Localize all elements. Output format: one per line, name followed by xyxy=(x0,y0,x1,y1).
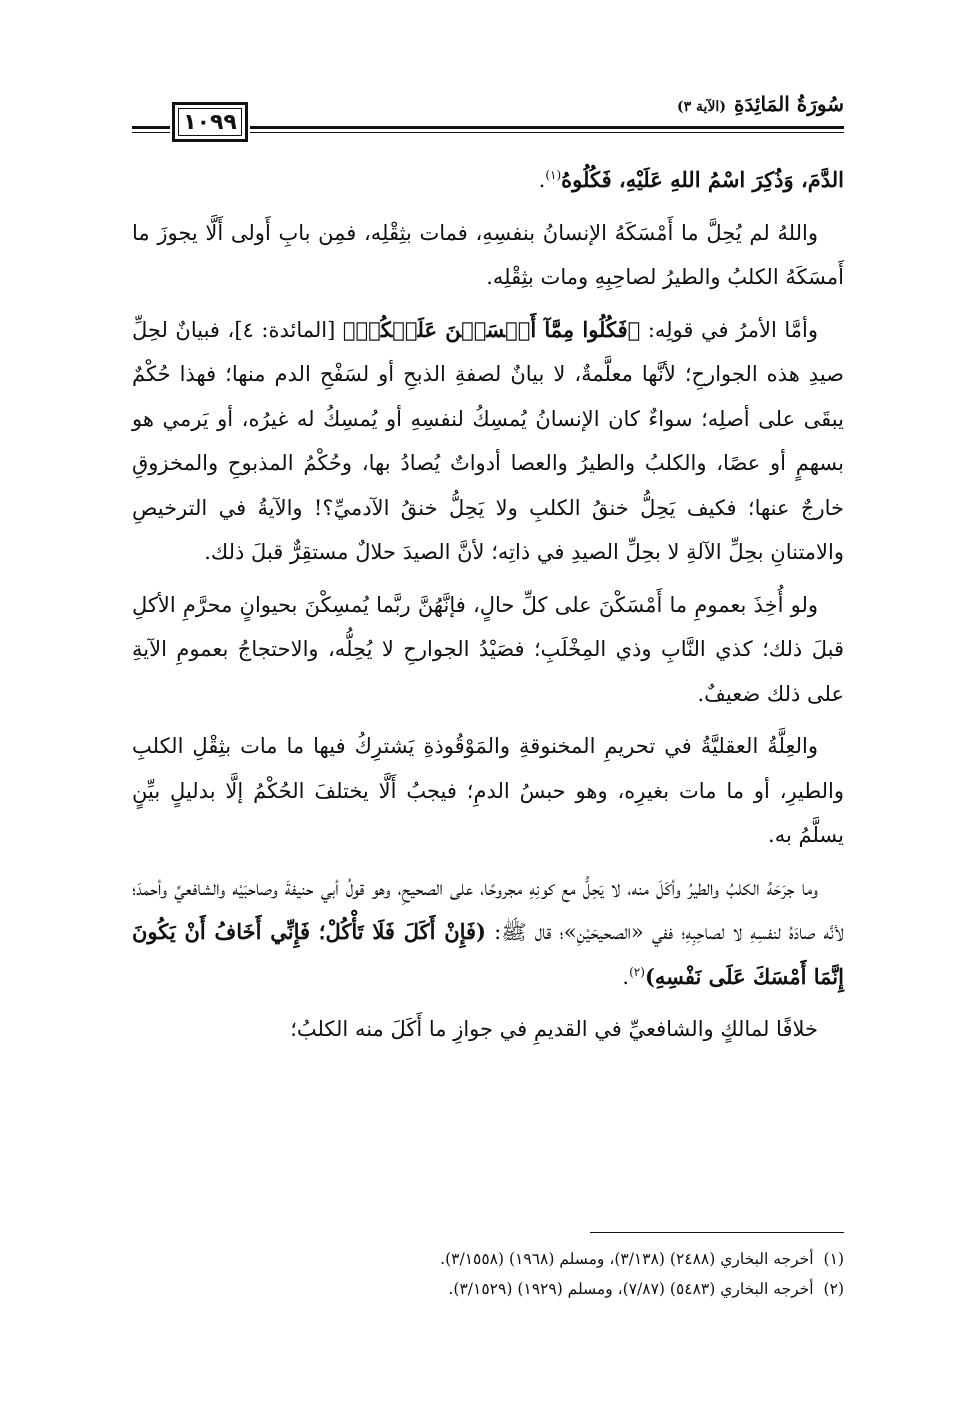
footnote-marker: (١) xyxy=(545,168,562,182)
footnote xyxy=(132,1244,844,1274)
header-rule-left xyxy=(132,126,170,129)
quoted-text: (فَإِنْ أَكَلَ فَلَا تَأْكُلْ؛ فَإِنِّي أَخَافُ أَنْ يَكُونَ إِنَّمَا أَمْسَكَ عَلَى نَفْسِهِ) xyxy=(132,919,844,989)
page-header xyxy=(132,92,844,152)
quoted-text: الدَّمَ، وَذُكِرَ اسْمُ اللهِ عَلَيْهِ، فَكُلُوهُ xyxy=(561,167,844,192)
paragraph-text: [المائدة: ٤]، فبيانٌ لحِلِّ صيدِ هذه الجوارحِ؛ لأنَّها معلَّمةٌ، لا بيانٌ لصفةِ الذبحِ أو لسَفْحِ الدم منها؛ فهذا حُكْمٌ يبقَى على أصلِه؛ سواءٌ كان الإنسانُ يُمسِكُ لنفسِهِ أو يُمسِكُ له غيرُه، أو يَرمي هو بسهمٍ أو عصًا، والكلبُ والطيرُ والعصا أدواتٌ يُصادُ بها، وحُكْمُ المذبوحِ والمخزوقِ خارجٌ عنها؛ فكيف يَحِلُّ خنقُ الكلبِ ولا يَحِلُّ خنقُ الآدميِّ؟! والآيةُ في الترخيصِ والامتنانِ بحِلِّ الآلةِ لا بحِلِّ الصيدِ في ذاتِه؛ لأنَّ الصيدَ حلالٌ مستقِرٌّ قبلَ ذلك. xyxy=(132,317,844,564)
paragraph xyxy=(132,1007,844,1052)
footnote-separator xyxy=(590,1232,844,1233)
page-number: ١٠٩٩ xyxy=(183,109,237,135)
paragraph-text: . xyxy=(538,168,546,192)
header-rule-left-thin xyxy=(132,132,170,133)
main-text xyxy=(132,158,844,1060)
paragraph xyxy=(132,724,844,858)
paragraph-text: . xyxy=(622,964,630,989)
surah-name: سُورَةُ المَائِدَةِ xyxy=(733,92,844,116)
footnote xyxy=(132,1274,844,1304)
footnote-text: أخرجه البخاري (٢٤٨٨) (٣/١٣٨)، ومسلم (١٩٦٨) (٣/١٥٥٨). xyxy=(440,1250,814,1268)
paragraph xyxy=(132,308,844,575)
paragraph-text: خلافًا لمالكٍ والشافعيِّ في القديمِ في جوازِ ما أَكَلَ منه الكلبُ؛ xyxy=(290,1017,818,1041)
header-rule-right xyxy=(250,126,844,129)
paragraph-text: ولو أُخِذَ بعمومِ ما أَمْسَكْنَ على كلِّ حالٍ، فإنَّهُنَّ ربَّما يُمسِكْنَ بحيوانٍ محرَّمِ الأكلِ قبلَ ذلك؛ كذي النَّابِ وذي المِخْلَبِ؛ فصَيْدُ الجوارحِ لا يُحِلُّه، والاحتجاجُ بعمومِ الآيةِ على ذلك ضعيفٌ. xyxy=(132,592,844,706)
paragraph xyxy=(132,158,844,203)
header-rule-right-thin xyxy=(250,132,844,133)
paragraph xyxy=(132,866,844,1000)
footnote-number: (١) xyxy=(823,1250,844,1268)
page-number-box xyxy=(172,102,248,142)
paragraph xyxy=(132,583,844,717)
paragraph xyxy=(132,211,844,300)
surah-title xyxy=(677,92,844,116)
paragraph-text: واللهُ لم يُحِلَّ ما أَمْسَكَهُ الإنسانُ بنفسِهِ، فمات بثِقْلِه، فمِن بابِ أَولى أَلَّا يجوزَ ما أَمسَكَهُ الكلبُ والطيرُ لصاحِبِهِ ومات بثِقْلِه. xyxy=(132,220,844,289)
ayah-reference: (الآية ٣) xyxy=(677,99,726,115)
quoted-text: ﴿فَكُلُوا مِمَّآ أَمۡسَكۡنَ عَلَيۡكُمۡ﴾ xyxy=(342,316,641,342)
footnotes xyxy=(132,1244,844,1304)
footnote-text: أخرجه البخاري (٥٤٨٣) (٧/٨٧)، ومسلم (١٩٢٩) (٣/١٥٢٩). xyxy=(448,1280,814,1298)
paragraph-text: وما جرَحَهُ الكلبُ والطيرُ وأكَلَ منه، لا يَحِلُّ مع كونِهِ مجروحًا، على الصحيحِ، وهو قولُ أبي حنيفةَ وصاحبَيْه والشافعيِّ وأحمدَ؛ لأنَّه صادَهُ لنفسِهِ لا لصاحِبِهِ؛ ففي «الصحيحَيْنِ»؛ قال ﷺ: xyxy=(132,875,844,944)
footnote-number: (٢) xyxy=(823,1280,844,1298)
paragraph-text: وأمَّا الأمرُ في قولِه: xyxy=(640,317,818,342)
paragraph-text: والعِلَّةُ العقليَّةُ في تحريمِ المخنوقةِ والمَوْقُوذةِ يَشترِكُ فيها ما مات بثِقْلِ الكلبِ والطيرِ، أو ما مات بغيرِه، وهو حبسُ الدمِ؛ فيجبُ أَلَّا يختلفَ الحُكْمُ إلَّا بدليلٍ بيِّنٍ يسلَّمُ به. xyxy=(132,734,844,847)
footnote-marker: (٢) xyxy=(629,964,645,979)
